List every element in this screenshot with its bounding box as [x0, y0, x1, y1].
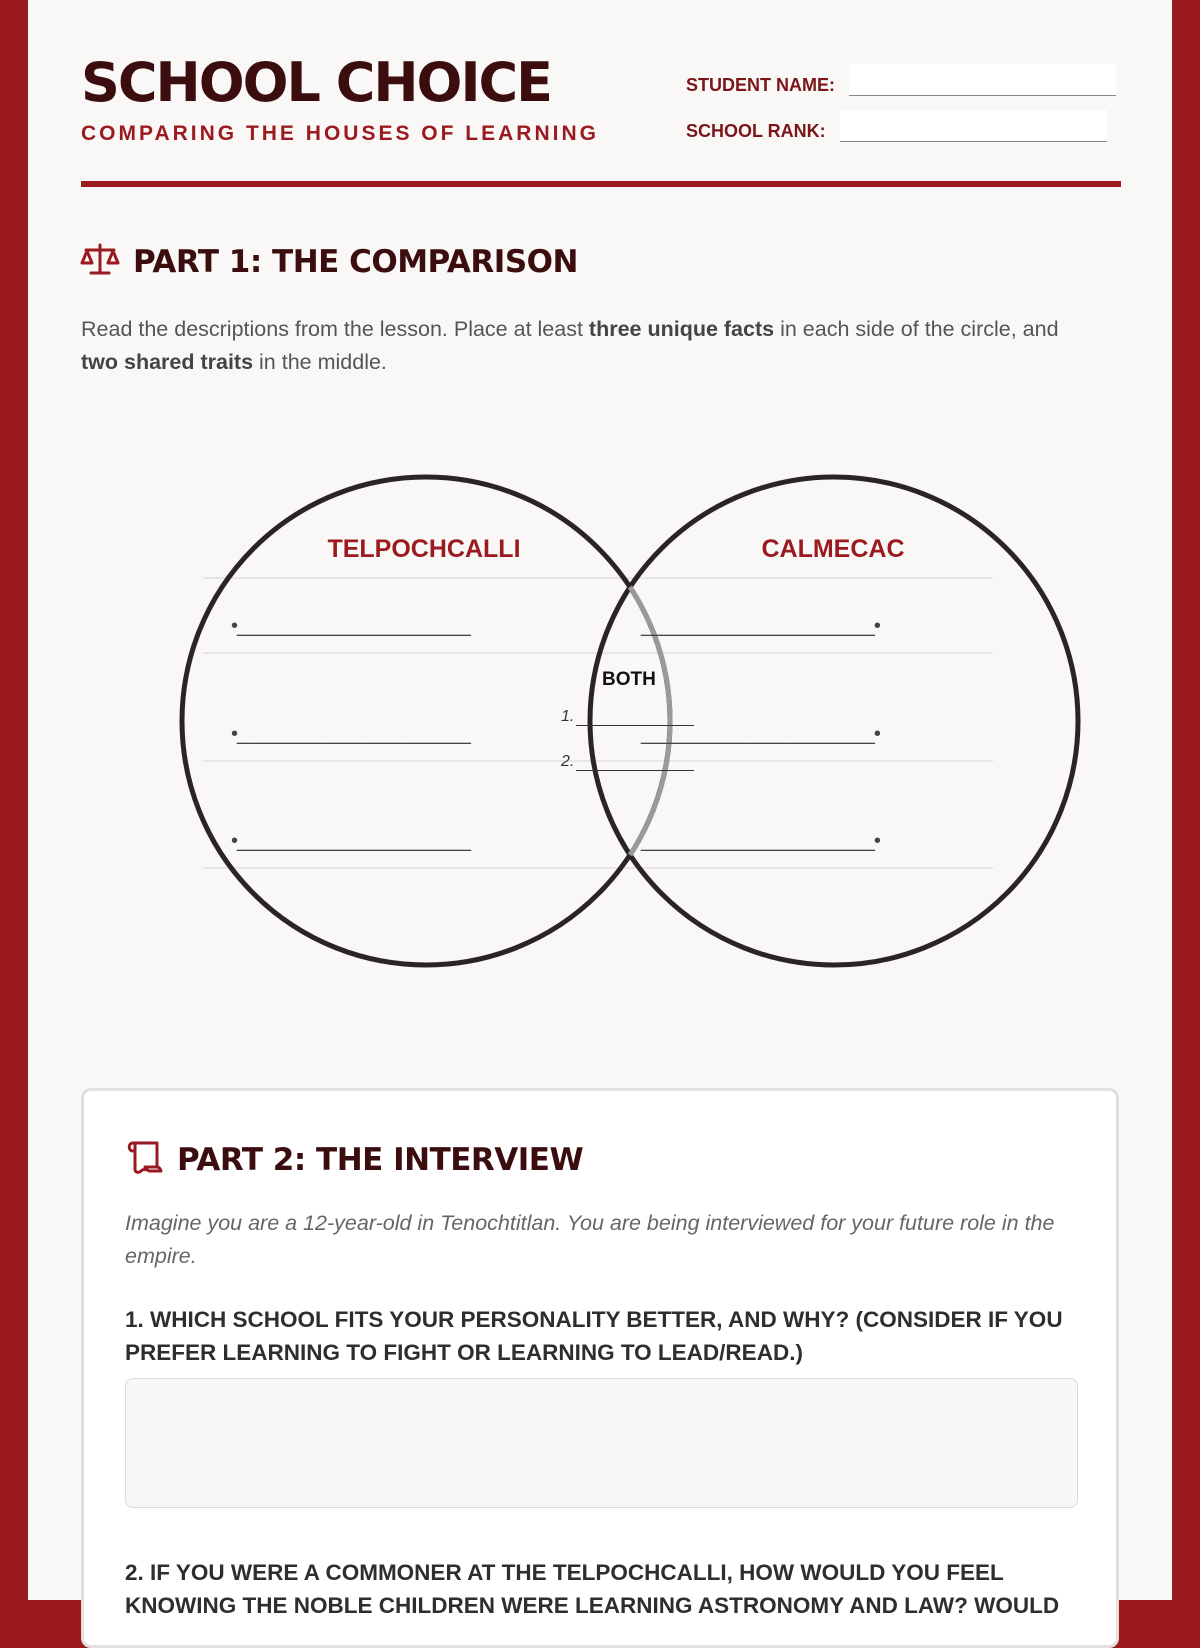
part1-title: PART 1: THE COMPARISON — [133, 243, 578, 280]
answer-1-input[interactable] — [125, 1378, 1078, 1508]
telpochcalli-title: TELPOCHCALLI — [327, 535, 521, 563]
both-item-2[interactable]: 2. — [561, 753, 694, 771]
worksheet-page — [28, 0, 1172, 1618]
header — [81, 52, 1121, 188]
page-subtitle: COMPARING THE HOUSES OF LEARNING — [81, 122, 599, 145]
student-name-field — [686, 64, 1116, 96]
part1-heading — [81, 242, 578, 281]
telpochcalli-fact-1[interactable]: •_______________________ — [231, 615, 470, 637]
header-divider — [81, 181, 1121, 187]
calmecac-fact-1[interactable]: _______________________• — [641, 615, 880, 637]
part2-heading — [125, 1139, 583, 1180]
student-name-label: STUDENT NAME: — [686, 75, 835, 95]
part1-instructions: Read the descriptions from the lesson. Place at least three unique facts in each side of the circle, and two shared traits in the middle. — [81, 317, 1059, 374]
telpochcalli-fact-3[interactable]: •_______________________ — [231, 830, 470, 852]
school-rank-label: SCHOOL RANK: — [686, 121, 826, 141]
scales-icon — [81, 242, 119, 281]
calmecac-fact-2[interactable]: _______________________• — [641, 723, 880, 745]
calmecac-fact-3[interactable]: _______________________• — [641, 830, 880, 852]
question-1: 1. WHICH SCHOOL FITS YOUR PERSONALITY BETTER, AND WHY? (CONSIDER IF YOU PREFER LEARNING TO FIGHT OR LEARNING TO LEAD/READ.) — [125, 1307, 1063, 1365]
both-item-1[interactable]: 1. — [561, 708, 694, 726]
school-rank-input[interactable] — [840, 110, 1107, 142]
part2-intro: Imagine you are a 12-year-old in Tenochtitlan. You are being interviewed for your future role in the empire. — [125, 1211, 1055, 1268]
part2-card — [81, 1088, 1119, 1648]
venn-diagram — [148, 468, 1048, 978]
both-title: BOTH — [602, 669, 656, 690]
school-rank-field — [686, 110, 1107, 142]
calmecac-title: CALMECAC — [761, 535, 905, 563]
question-2: 2. IF YOU WERE A COMMONER AT THE TELPOCHCALLI, HOW WOULD YOU FEEL KNOWING THE NOBLE CHILDREN WERE LEARNING ASTRONOMY AND LAW? WOULD — [125, 1560, 1060, 1618]
page-title: SCHOOL CHOICE — [81, 51, 552, 114]
scroll-icon — [125, 1139, 163, 1180]
student-name-input[interactable] — [849, 64, 1116, 96]
part2-title: PART 2: THE INTERVIEW — [177, 1141, 584, 1178]
telpochcalli-fact-2[interactable]: •_______________________ — [231, 723, 470, 745]
